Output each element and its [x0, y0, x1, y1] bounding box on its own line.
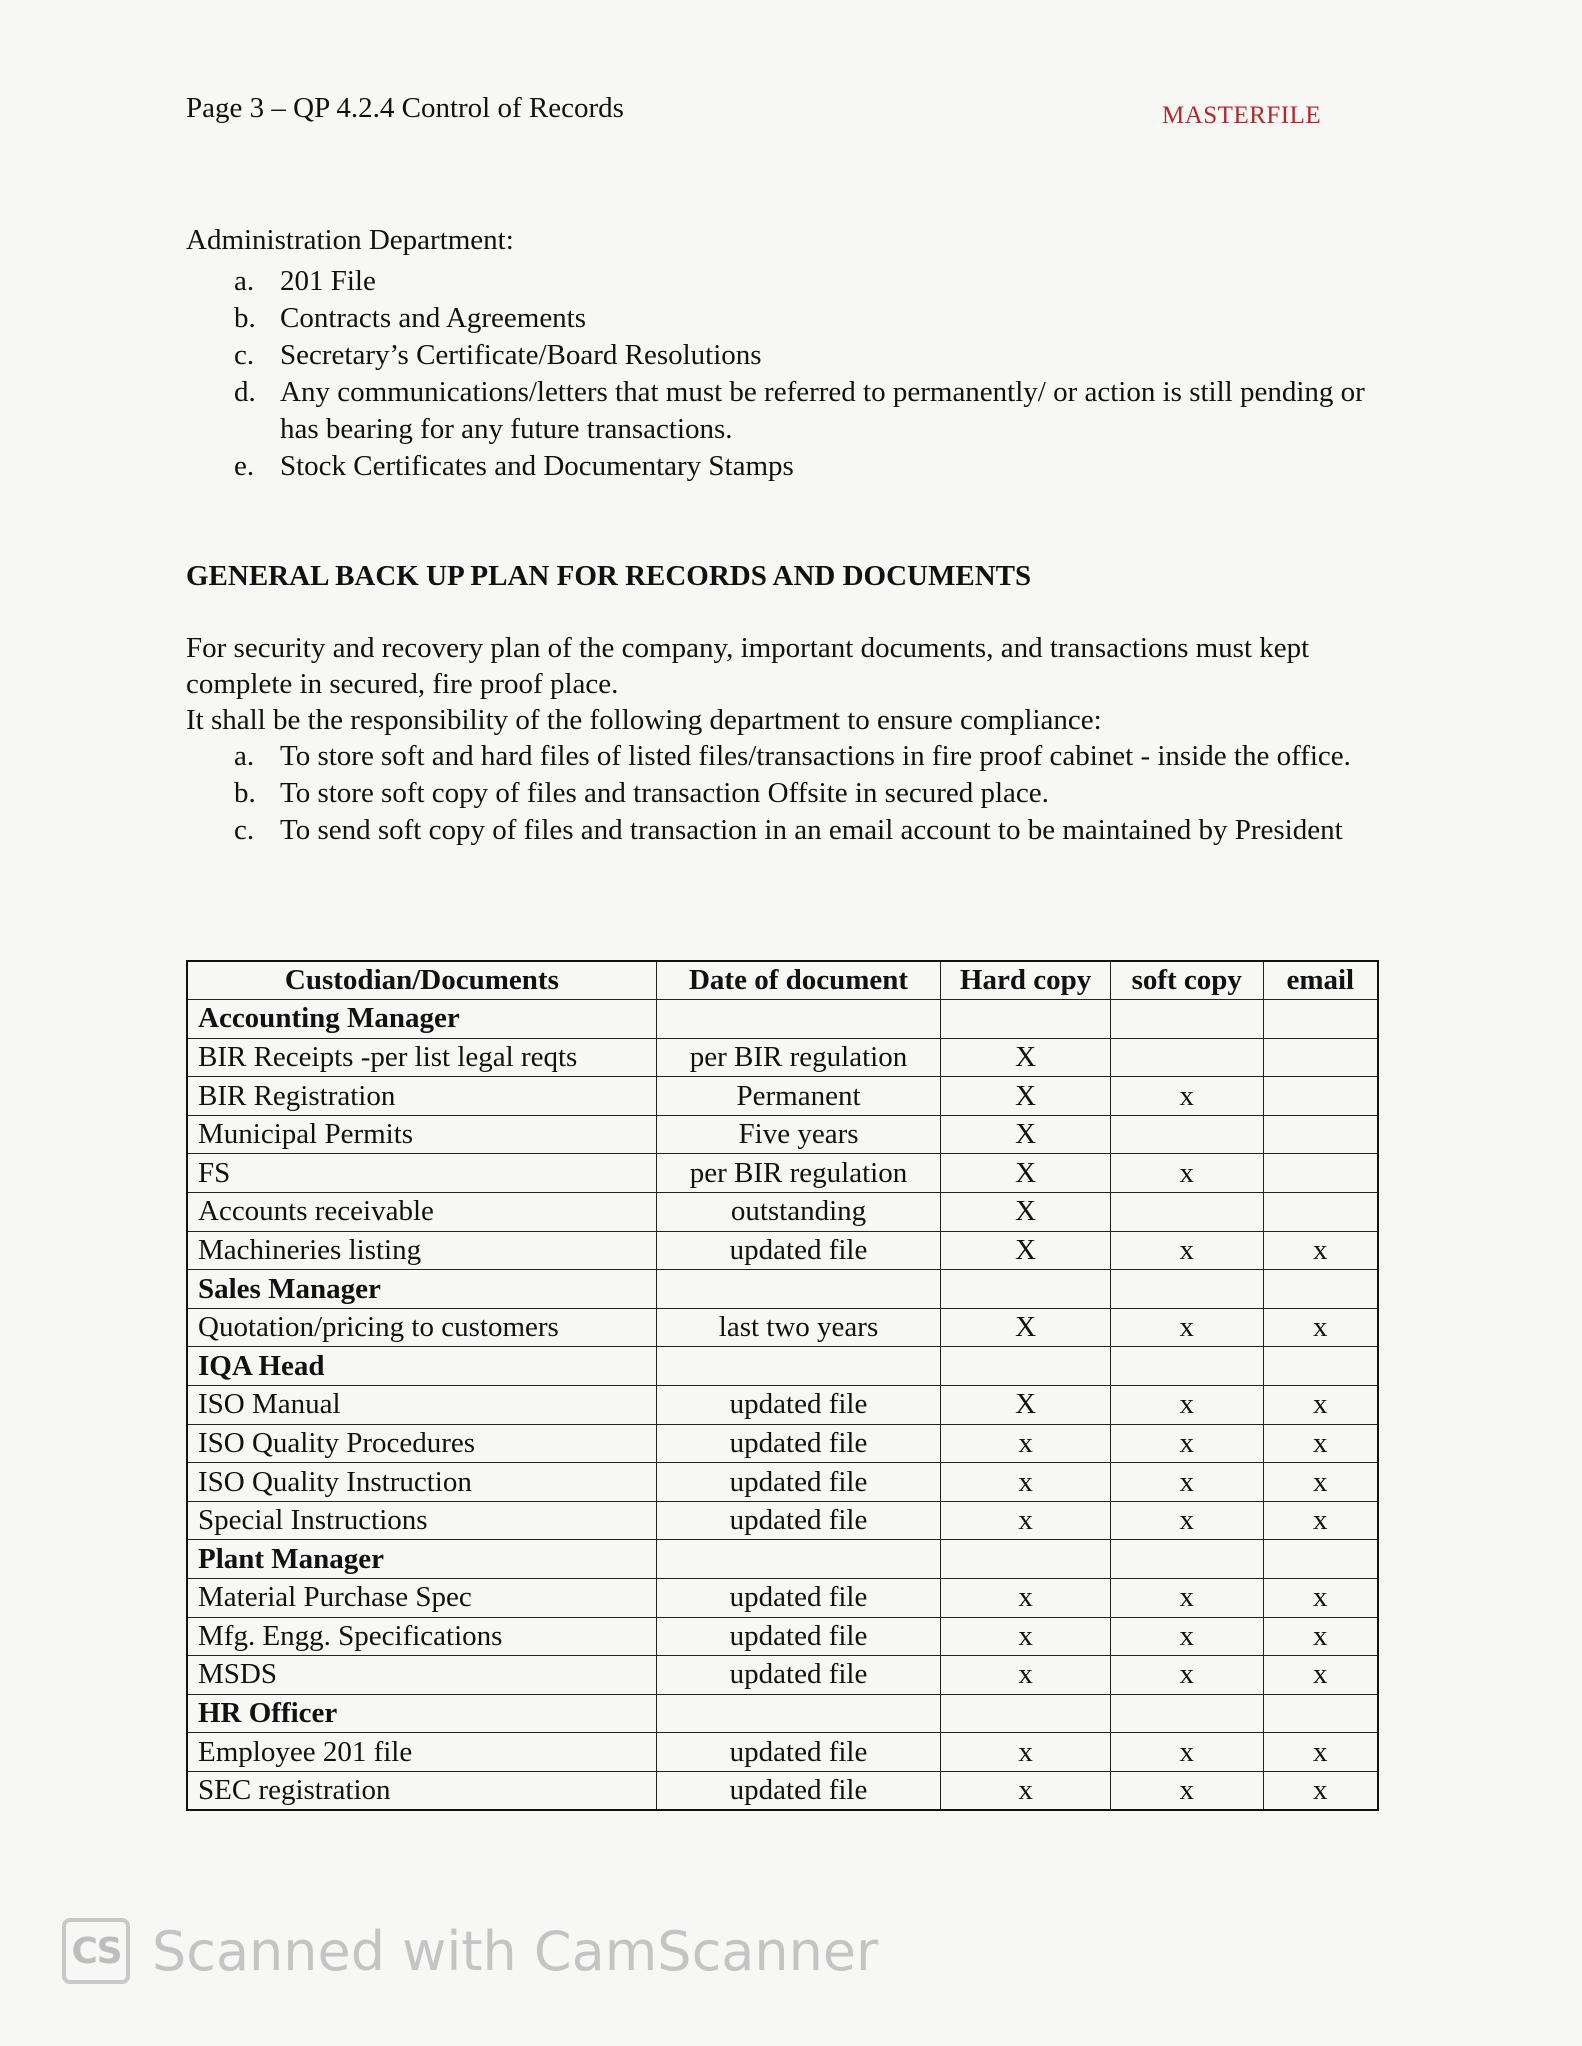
soft-copy-cell: x [1110, 1771, 1263, 1810]
list-item [186, 738, 1401, 775]
list-item [186, 448, 1386, 485]
hard-copy-cell: x [941, 1579, 1111, 1618]
date-cell: updated file [656, 1579, 940, 1618]
soft-copy-cell [1110, 1347, 1263, 1386]
date-cell [656, 1270, 940, 1309]
list-text: Secretary’s Certificate/Board Resolutions [280, 339, 762, 371]
email-cell: x [1263, 1617, 1378, 1656]
list-item [186, 812, 1401, 849]
soft-copy-cell: x [1110, 1463, 1263, 1502]
email-cell [1263, 1154, 1378, 1193]
document-cell: Mfg. Engg. Specifications [187, 1617, 656, 1656]
email-cell: x [1263, 1733, 1378, 1772]
soft-copy-cell: x [1110, 1386, 1263, 1425]
records-table [186, 960, 1379, 1811]
hard-copy-cell: X [941, 1115, 1111, 1154]
hard-copy-cell: x [941, 1771, 1111, 1810]
camscanner-logo-icon: CS [62, 1918, 130, 1984]
document-cell: Special Instructions [187, 1501, 656, 1540]
soft-copy-cell: x [1110, 1308, 1263, 1347]
hard-copy-cell: X [941, 1154, 1111, 1193]
email-cell [1263, 1193, 1378, 1232]
email-cell [1263, 1038, 1378, 1077]
backup-plan-section [186, 630, 1401, 849]
document-cell: BIR Receipts -per list legal reqts [187, 1038, 656, 1077]
email-cell: x [1263, 1463, 1378, 1502]
watermark-text: Scanned with CamScanner [152, 1919, 879, 1983]
date-cell: per BIR regulation [656, 1038, 940, 1077]
list-marker: b. [234, 302, 256, 334]
masterfile-stamp: MASTERFILE [1162, 102, 1322, 129]
hard-copy-cell: x [941, 1463, 1111, 1502]
table-row [187, 1193, 1378, 1232]
hard-copy-cell [941, 1540, 1111, 1579]
date-cell: outstanding [656, 1193, 940, 1232]
date-cell [656, 1694, 940, 1733]
table-row [187, 1656, 1378, 1695]
list-marker: c. [234, 339, 255, 371]
table-row [187, 1771, 1378, 1810]
table-header-row [187, 961, 1378, 1000]
hard-copy-cell: X [941, 1038, 1111, 1077]
table-row [187, 1038, 1378, 1077]
date-cell [656, 1000, 940, 1039]
soft-copy-cell: x [1110, 1154, 1263, 1193]
list-text: To send soft copy of files and transaction in an email account to be maintained by President [280, 814, 1343, 846]
table-row [187, 1501, 1378, 1540]
hard-copy-cell: X [941, 1231, 1111, 1270]
backup-plan-intro: For security and recovery plan of the company, important documents, and transactions must kept complete in secured, fire proof place. [186, 632, 1310, 700]
document-cell: SEC registration [187, 1771, 656, 1810]
header-hard-copy: Hard copy [941, 961, 1111, 1000]
custodian-cell: Plant Manager [187, 1540, 656, 1579]
date-cell [656, 1540, 940, 1579]
hard-copy-cell: x [941, 1617, 1111, 1656]
list-item [186, 775, 1401, 812]
email-cell [1263, 1000, 1378, 1039]
document-cell: ISO Quality Instruction [187, 1463, 656, 1502]
date-cell: updated file [656, 1733, 940, 1772]
date-cell: Permanent [656, 1077, 940, 1116]
table-row [187, 1115, 1378, 1154]
email-cell [1263, 1270, 1378, 1309]
date-cell: updated file [656, 1424, 940, 1463]
table-group-row [187, 1540, 1378, 1579]
date-cell [656, 1347, 940, 1386]
soft-copy-cell: x [1110, 1733, 1263, 1772]
hard-copy-cell [941, 1694, 1111, 1733]
hard-copy-cell [941, 1347, 1111, 1386]
document-cell: MSDS [187, 1656, 656, 1695]
table-row [187, 1231, 1378, 1270]
table-group-row [187, 1000, 1378, 1039]
date-cell: updated file [656, 1231, 940, 1270]
document-cell: Accounts receivable [187, 1193, 656, 1232]
administration-section [186, 224, 1386, 485]
table-group-row [187, 1347, 1378, 1386]
list-text: Contracts and Agreements [280, 302, 587, 334]
soft-copy-cell: x [1110, 1617, 1263, 1656]
backup-plan-responsibility: It shall be the responsibility of the following department to ensure compliance: [186, 704, 1102, 736]
email-cell: x [1263, 1656, 1378, 1695]
table-row [187, 1424, 1378, 1463]
list-item [186, 337, 1386, 374]
list-text: To store soft copy of files and transaction Offsite in secured place. [280, 777, 1049, 809]
soft-copy-cell: x [1110, 1579, 1263, 1618]
email-cell: x [1263, 1308, 1378, 1347]
soft-copy-cell [1110, 1270, 1263, 1309]
table-row [187, 1617, 1378, 1656]
soft-copy-cell: x [1110, 1231, 1263, 1270]
section-title: Administration Department: [186, 224, 514, 256]
email-cell [1263, 1694, 1378, 1733]
list-item [186, 263, 1386, 300]
date-cell: updated file [656, 1656, 940, 1695]
email-cell: x [1263, 1579, 1378, 1618]
document-cell: FS [187, 1154, 656, 1193]
date-cell: last two years [656, 1308, 940, 1347]
header-soft-copy: soft copy [1110, 961, 1263, 1000]
list-marker: c. [234, 814, 255, 846]
camscanner-watermark [62, 1918, 878, 1984]
document-cell: Machineries listing [187, 1231, 656, 1270]
date-cell: Five years [656, 1115, 940, 1154]
header-custodian: Custodian/Documents [187, 961, 656, 1000]
hard-copy-cell: x [941, 1501, 1111, 1540]
email-cell: x [1263, 1424, 1378, 1463]
hard-copy-cell: x [941, 1656, 1111, 1695]
document-cell: ISO Manual [187, 1386, 656, 1425]
hard-copy-cell: x [941, 1424, 1111, 1463]
date-cell: per BIR regulation [656, 1154, 940, 1193]
email-cell [1263, 1347, 1378, 1386]
table-body [187, 1000, 1378, 1810]
document-cell: Employee 201 file [187, 1733, 656, 1772]
table-row [187, 1154, 1378, 1193]
table-row [187, 1077, 1378, 1116]
document-cell: Quotation/pricing to customers [187, 1308, 656, 1347]
custodian-cell: HR Officer [187, 1694, 656, 1733]
soft-copy-cell: x [1110, 1656, 1263, 1695]
email-cell [1263, 1540, 1378, 1579]
email-cell: x [1263, 1771, 1378, 1810]
hard-copy-cell: x [941, 1733, 1111, 1772]
hard-copy-cell: X [941, 1193, 1111, 1232]
table-row [187, 1308, 1378, 1347]
backup-plan-list [186, 738, 1401, 849]
soft-copy-cell [1110, 1694, 1263, 1733]
list-marker: a. [234, 740, 255, 772]
custodian-cell: Sales Manager [187, 1270, 656, 1309]
administration-list [186, 263, 1386, 485]
email-cell [1263, 1115, 1378, 1154]
list-text: To store soft and hard files of listed files/transactions in fire proof cabinet - inside the office. [280, 740, 1351, 772]
email-cell: x [1263, 1386, 1378, 1425]
hard-copy-cell: X [941, 1386, 1111, 1425]
date-cell: updated file [656, 1771, 940, 1810]
hard-copy-cell: X [941, 1077, 1111, 1116]
table-row [187, 1733, 1378, 1772]
date-cell: updated file [656, 1386, 940, 1425]
soft-copy-cell: x [1110, 1424, 1263, 1463]
soft-copy-cell [1110, 1193, 1263, 1232]
custodian-cell: Accounting Manager [187, 1000, 656, 1039]
list-text: Any communications/letters that must be referred to permanently/ or action is still pending or has bearing for any future transactions. [280, 376, 1365, 445]
soft-copy-cell [1110, 1038, 1263, 1077]
backup-plan-heading: GENERAL BACK UP PLAN FOR RECORDS AND DOCUMENTS [186, 560, 1032, 592]
list-item [186, 300, 1386, 337]
email-cell: x [1263, 1501, 1378, 1540]
table-row [187, 1579, 1378, 1618]
document-cell: BIR Registration [187, 1077, 656, 1116]
page-header: Page 3 – QP 4.2.4 Control of Records [186, 92, 624, 124]
header-email: email [1263, 961, 1378, 1000]
document-cell: Municipal Permits [187, 1115, 656, 1154]
list-item [186, 374, 1386, 448]
document-cell: ISO Quality Procedures [187, 1424, 656, 1463]
table-row [187, 1463, 1378, 1502]
list-marker: a. [234, 265, 255, 297]
list-text: Stock Certificates and Documentary Stamps [280, 450, 794, 482]
header-date: Date of document [656, 961, 940, 1000]
hard-copy-cell: X [941, 1308, 1111, 1347]
soft-copy-cell [1110, 1540, 1263, 1579]
soft-copy-cell: x [1110, 1501, 1263, 1540]
soft-copy-cell: x [1110, 1077, 1263, 1116]
soft-copy-cell [1110, 1000, 1263, 1039]
custodian-cell: IQA Head [187, 1347, 656, 1386]
list-marker: d. [234, 376, 256, 408]
list-text: 201 File [280, 265, 376, 297]
list-marker: b. [234, 777, 256, 809]
date-cell: updated file [656, 1501, 940, 1540]
table-group-row [187, 1270, 1378, 1309]
hard-copy-cell [941, 1000, 1111, 1039]
email-cell: x [1263, 1231, 1378, 1270]
table-group-row [187, 1694, 1378, 1733]
date-cell: updated file [656, 1617, 940, 1656]
hard-copy-cell [941, 1270, 1111, 1309]
date-cell: updated file [656, 1463, 940, 1502]
table-row [187, 1386, 1378, 1425]
email-cell [1263, 1077, 1378, 1116]
document-cell: Material Purchase Spec [187, 1579, 656, 1618]
soft-copy-cell [1110, 1115, 1263, 1154]
list-marker: e. [234, 450, 255, 482]
